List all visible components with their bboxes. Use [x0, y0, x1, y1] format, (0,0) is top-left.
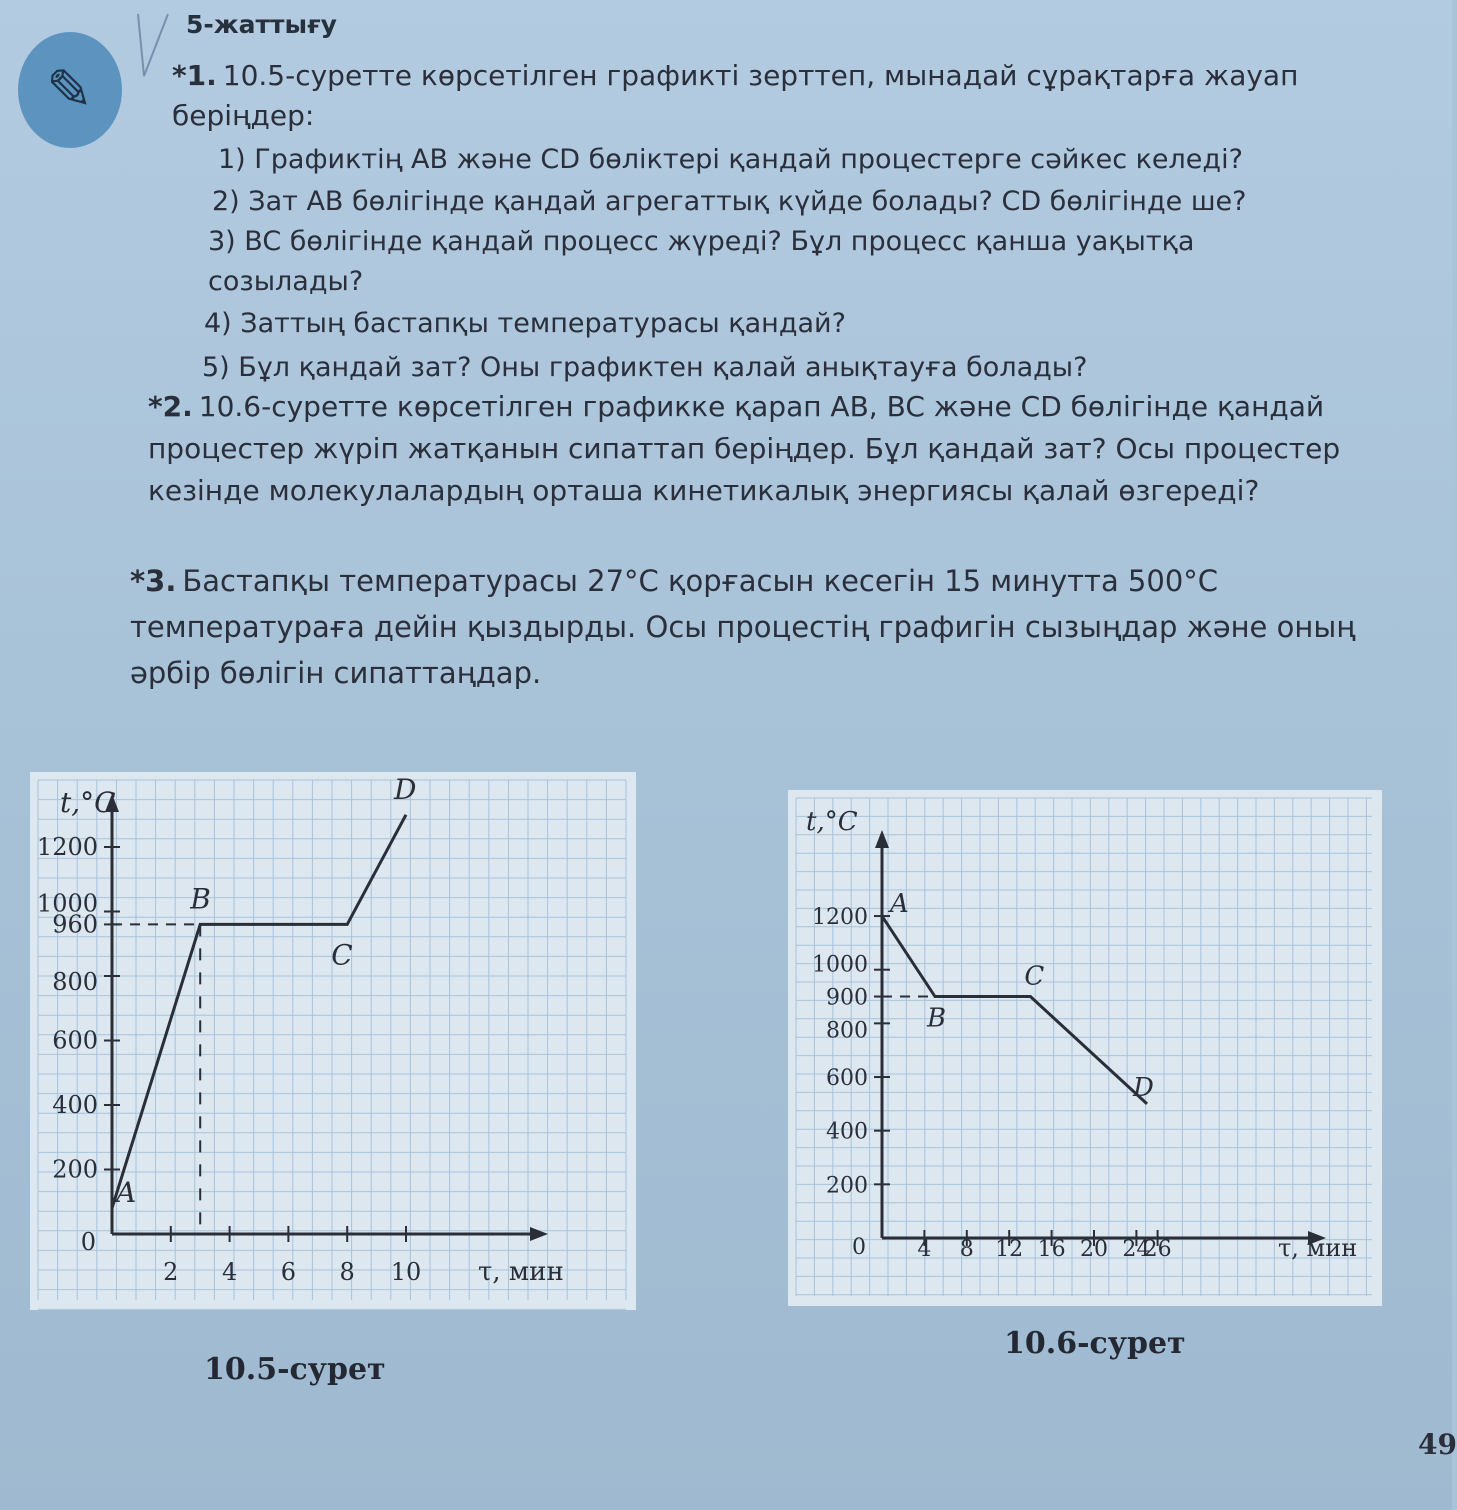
- y-tick-label: 600: [826, 1066, 868, 1092]
- x-tick-label: 2: [163, 1258, 179, 1286]
- series-line: [112, 815, 406, 1208]
- exercise-badge: [18, 32, 122, 148]
- figure-10-5-caption: 10.5-сурет: [204, 1352, 386, 1387]
- x-tick-label: 16: [1037, 1237, 1066, 1262]
- origin-label: 0: [852, 1235, 866, 1260]
- figure-10-6-panel: [788, 790, 1382, 1306]
- x-tick-label: 8: [339, 1258, 355, 1286]
- x-axis-arrow: [530, 1227, 548, 1241]
- y-tick-label: 800: [52, 968, 98, 996]
- task-2-number: *2.: [148, 390, 193, 423]
- y-tick-label: 1200: [36, 833, 98, 861]
- x-tick-label: 4: [221, 1258, 238, 1286]
- point-label-c: C: [1024, 961, 1045, 992]
- y-tick-label: 400: [826, 1119, 868, 1145]
- x-tick-label: 8: [959, 1237, 974, 1262]
- x-tick-label: 12: [995, 1237, 1024, 1262]
- y-tick-label: 1000: [812, 952, 868, 978]
- figure-10-6-caption: 10.6-сурет: [1004, 1326, 1186, 1361]
- point-label-a: A: [116, 1176, 137, 1210]
- y-tick-label: 960: [52, 910, 98, 939]
- task-1-question-3: 3) BC бөлігінде қандай процесс жүреді? Бұл процесс қанша уақытқа созылады?: [208, 226, 1195, 297]
- task-1-question-2: 2) Зат AB бөлігінде қандай агрегаттық күйде болады? CD бөлігінде ше?: [212, 186, 1247, 217]
- task-2-text: 10.6-суретте көрсетілген графикке қарап AB, BC және CD бөлігінде қандай процестер жүріп жатқанын сипаттап беріңдер. Бұл қандай зат? Осы процестер кезінде молекулалардың орташа кинетикалық энергиясы қалай өзгереді?: [148, 390, 1341, 507]
- task-1-question-5: 5) Бұл қандай зат? Оны графиктен қалай анықтауға болады?: [202, 352, 1088, 383]
- margin-checkmark-icon: [132, 10, 172, 82]
- task-1: [172, 56, 1332, 136]
- point-label-b: B: [190, 882, 211, 916]
- task-2: [148, 386, 1348, 512]
- point-label-c: C: [331, 938, 353, 972]
- y-tick-label: 600: [52, 1026, 98, 1055]
- task-1-question-4: 4) Заттың бастапқы температурасы қандай?: [204, 308, 846, 339]
- point-label-b: B: [927, 1003, 947, 1034]
- figure-10-5-panel: [30, 772, 636, 1310]
- y-tick-label: 1200: [812, 905, 868, 931]
- exercise-title: 5-жаттығу: [186, 10, 337, 39]
- page-number: 49: [1418, 1428, 1457, 1461]
- task-3: [130, 558, 1360, 696]
- figure-10-6-chart: [788, 790, 1382, 1306]
- figure-10-5-chart: [30, 772, 636, 1310]
- x-tick-label: 4: [917, 1237, 932, 1262]
- point-label-d: D: [1133, 1072, 1154, 1103]
- y-tick-label: 900: [826, 985, 868, 1011]
- y-axis-arrow: [875, 830, 889, 848]
- point-label-d: D: [394, 772, 417, 806]
- origin-label: 0: [80, 1228, 96, 1256]
- y-tick-label: 1000: [36, 889, 98, 918]
- x-tick-label: 6: [280, 1258, 297, 1286]
- x-axis-label: τ, мин: [478, 1257, 564, 1287]
- y-tick-label: 400: [52, 1091, 98, 1119]
- pencil-icon: ✎: [46, 58, 93, 123]
- x-tick-label: 26: [1143, 1237, 1172, 1262]
- y-axis-label: t,°C: [60, 786, 116, 819]
- x-tick-label: 10: [390, 1258, 422, 1286]
- task-1-question-1: 1) Графиктің AB және CD бөліктері қандай процестерге сәйкес келеді?: [218, 144, 1243, 175]
- y-tick-label: 800: [826, 1018, 868, 1044]
- task-3-text: Бастапқы температурасы 27°C қорғасын кесегін 15 минутта 500°C температураға дейін қыздырды. Осы процестің графигін сызыңдар және оның әрбір бөлігін сипаттаңдар.: [130, 564, 1356, 690]
- x-tick-label: 24: [1122, 1237, 1151, 1262]
- x-tick-label: 20: [1080, 1237, 1108, 1262]
- task-1-number: *1.: [172, 59, 217, 92]
- task-1-text: 10.5-суретте көрсетілген графикті зерттеп, мынадай сұрақтарға жауап беріңдер:: [172, 59, 1299, 132]
- y-axis-label: t,°C: [806, 807, 858, 837]
- series-line: [882, 916, 1147, 1104]
- y-tick-label: 200: [826, 1173, 868, 1199]
- x-axis-label: τ, мин: [1278, 1234, 1358, 1262]
- point-label-a: A: [890, 889, 909, 920]
- y-tick-label: 200: [52, 1155, 98, 1184]
- task-3-number: *3.: [130, 564, 177, 598]
